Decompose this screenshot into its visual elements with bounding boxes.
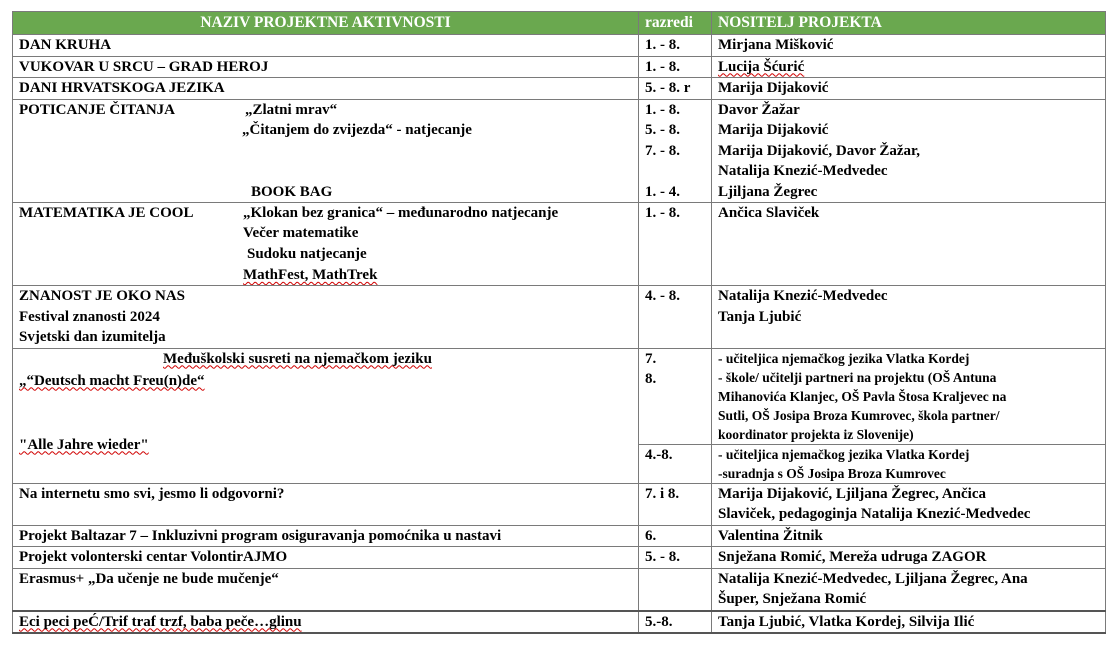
table-row: [13, 35, 1106, 57]
table-row: [13, 611, 1106, 634]
holder-cell: Natalija Knezić-Medvedec, Ljiljana Žegrec, Ana Šuper, Snježana Romić: [712, 568, 1106, 611]
activity-cell: Eci peci peĆ/Trif traf trzf, baba peče…glinu: [13, 611, 639, 634]
holder-cell: Marija Dijaković, Ljiljana Žegrec, Ančica Slaviček, pedagoginja Natalija Knezić-Medvedec: [712, 483, 1106, 525]
grades-cell: 6.: [639, 525, 712, 547]
holder-cell: Lucija Šćurić: [712, 56, 1106, 78]
holder-cell: Davor Žažar Marija Dijaković Marija Dijaković, Davor Žažar, Natalija Knezić-Medvedec Ljiljana Žegrec: [712, 99, 1106, 203]
table-row: [13, 547, 1106, 569]
activity-cell: Projekt volonterski centar VolontirAJMO: [13, 547, 639, 569]
activity-cell: Na internetu smo svi, jesmo li odgovorni?: [13, 483, 639, 525]
grades-cell: 5. - 8. r: [639, 78, 712, 100]
activity-cell: Erasmus+ „Da učenje ne bude mučenje“: [13, 568, 639, 611]
holder-cell: Mirjana Mišković: [712, 35, 1106, 57]
grades-cell: 4.-8.: [639, 444, 712, 483]
grades-cell: 1. - 8.: [639, 35, 712, 57]
grades-cell: 4. - 8.: [639, 286, 712, 349]
activity-cell: DAN KRUHA: [13, 35, 639, 57]
grades-cell: 7. i 8.: [639, 483, 712, 525]
header-grades: razredi: [639, 12, 712, 35]
table-row: [13, 56, 1106, 78]
activity-cell: Projekt Baltazar 7 – Inkluzivni program osiguravanja pomoćnika u nastavi: [13, 525, 639, 547]
table-row: [13, 99, 1106, 203]
table-row: [13, 525, 1106, 547]
holder-cell: Valentina Žitnik: [712, 525, 1106, 547]
table-row: [13, 78, 1106, 100]
grades-cell: 7. 8.: [639, 348, 712, 444]
table-row: [13, 286, 1106, 349]
grades-cell: 5. - 8.: [639, 547, 712, 569]
table-row: [13, 203, 1106, 286]
grades-cell: 1. - 8. 5. - 8. 7. - 8. 1. - 4.: [639, 99, 712, 203]
holder-cell: Tanja Ljubić, Vlatka Kordej, Silvija Ilić: [712, 611, 1106, 634]
holder-cell: Ančica Slaviček: [712, 203, 1106, 286]
holder-cell: Snježana Romić, Mereža udruga ZAGOR: [712, 547, 1106, 569]
holder-cell: - učiteljica njemačkog jezika Vlatka Kordej - škole/ učitelji partneri na projektu (OŠ Antuna Mihanovića Klanjec, OŠ Pavla Štosa Kraljevec na Sutli, OŠ Josipa Broza Kumrovec, škola partner/ koordinator projekta iz Slovenije): [712, 348, 1106, 444]
grades-cell: [639, 568, 712, 611]
header-activity: NAZIV PROJEKTNE AKTIVNOSTI: [13, 12, 639, 35]
table-row: [13, 483, 1106, 525]
grades-cell: 1. - 8.: [639, 203, 712, 286]
grades-cell: 5.-8.: [639, 611, 712, 634]
activity-cell: DANI HRVATSKOGA JEZIKA: [13, 78, 639, 100]
activity-cell: VUKOVAR U SRCU – GRAD HEROJ: [13, 56, 639, 78]
activity-cell: Međuškolski susreti na njemačkom jeziku „“Deutsch macht Freu(n)de“ "Alle Jahre wieder": [13, 348, 639, 483]
header-row: [13, 12, 1106, 35]
projects-table: [12, 11, 1106, 634]
grades-cell: 1. - 8.: [639, 56, 712, 78]
activity-cell: ZNANOST JE OKO NAS Festival znanosti 2024 Svjetski dan izumitelja: [13, 286, 639, 349]
holder-cell: Natalija Knezić-Medvedec Tanja Ljubić: [712, 286, 1106, 349]
activity-cell: MATEMATIKA JE COOL „Klokan bez granica“ – međunarodno natjecanje Večer matematike Sudoku natjecanje MathFest, MathTrek: [13, 203, 639, 286]
holder-cell: - učiteljica njemačkog jezika Vlatka Kordej -suradnja s OŠ Josipa Broza Kumrovec: [712, 444, 1106, 483]
activity-cell: POTICANJE ČITANJA „Zlatni mrav“ „Čitanjem do zvijezda“ - natjecanje BOOK BAG: [13, 99, 639, 203]
table-row: [13, 568, 1106, 611]
holder-cell: Marija Dijaković: [712, 78, 1106, 100]
table-row: [13, 348, 1106, 444]
header-holder: NOSITELJ PROJEKTA: [712, 12, 1106, 35]
